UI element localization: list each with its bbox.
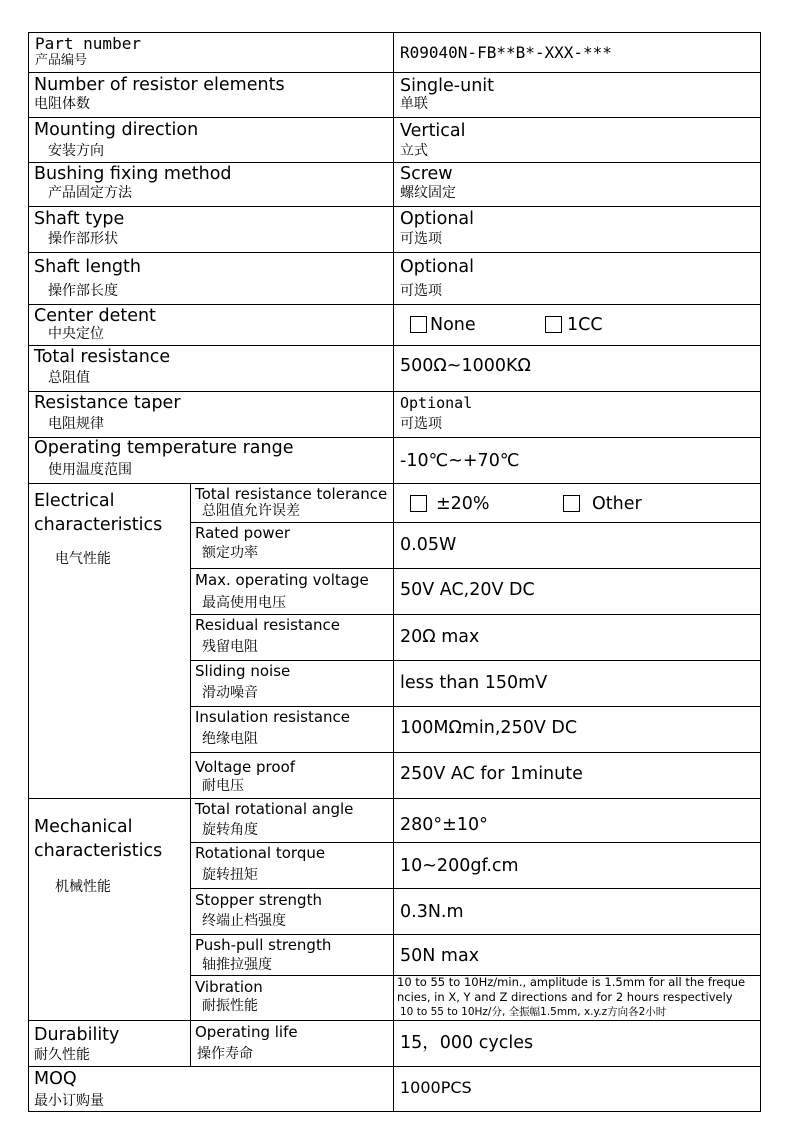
resistor-elements-label: Number of resistor elements [34,75,285,95]
temperature-range-value: -10℃~+70℃ [400,451,520,471]
mechanical-title-zh: 机械性能 [55,879,111,895]
center-detent-none-checkbox[interactable] [410,316,427,333]
push-pull-label: Push-pull strength [195,936,332,954]
tolerance-other-checkbox[interactable] [563,495,580,512]
residual-resistance-label: Residual resistance [195,616,341,634]
center-detent-label: Center detent [34,306,156,326]
sliding-noise-label-zh: 滑动噪音 [202,685,258,701]
temperature-range-label-zh: 使用温度范围 [48,462,132,478]
rotational-angle-label: Total rotational angle [195,800,354,818]
mounting-direction-label-zh: 安装方向 [48,143,104,159]
stopper-strength-label-zh: 终端止档强度 [202,913,286,929]
shaft-type-value: Optional [400,209,474,229]
rotational-torque-label: Rotational torque [195,844,326,862]
resistor-elements-label-zh: 电阻体数 [34,96,90,112]
rated-power-label-zh: 额定功率 [202,545,258,561]
voltage-proof-value: 250V AC for 1minute [400,764,583,784]
part-number-label: Part number [35,34,141,53]
bushing-fixing-value-zh: 螺纹固定 [400,185,456,201]
part-number-label-zh: 产品编号 [35,53,88,68]
vibration-value-line2: ncies, in X, Y and Z directions and for 2 hours respectively [397,990,733,1004]
tolerance-other-label: Other [592,494,642,514]
insulation-resistance-label-zh: 绝缘电阻 [202,731,258,747]
resistance-taper-label-zh: 电阻规律 [48,416,104,432]
total-resistance-label-zh: 总阻值 [48,370,90,386]
max-voltage-label-zh: 最高使用电压 [202,595,286,611]
center-detent-none-label: None [430,315,476,335]
mounting-direction-label: Mounting direction [34,120,199,140]
temperature-range-label: Operating temperature range [34,438,294,458]
rotational-angle-label-zh: 旋转角度 [202,822,258,838]
vibration-label: Vibration [195,978,263,996]
center-detent-1cc-label: 1CC [567,315,603,335]
operating-life-value: 15，000 cycles [400,1033,534,1053]
residual-resistance-label-zh: 残留电阻 [202,639,258,655]
rated-power-value: 0.05W [400,535,457,555]
operating-life-label: Operating life [195,1023,298,1041]
moq-label-zh: 最小订购量 [34,1093,104,1109]
shaft-type-value-zh: 可选项 [400,231,442,247]
bushing-fixing-label: Bushing fixing method [34,164,232,184]
durability-label: Durability [34,1025,120,1045]
total-resistance-label: Total resistance [34,347,171,367]
max-voltage-value: 50V AC,20V DC [400,580,535,600]
sliding-noise-value: less than 150mV [400,673,548,693]
electrical-title-zh: 电气性能 [55,551,111,567]
operating-life-label-zh: 操作寿命 [197,1046,253,1062]
shaft-length-label: Shaft length [34,257,141,277]
center-detent-1cc-checkbox[interactable] [545,316,562,333]
stopper-strength-value: 0.3N.m [400,902,464,922]
bushing-fixing-value: Screw [400,164,453,184]
insulation-resistance-value: 100MΩmin,250V DC [400,718,578,738]
resistance-taper-value-zh: 可选项 [400,416,442,432]
shaft-length-label-zh: 操作部长度 [48,283,118,299]
mechanical-title-line2: characteristics [34,841,163,861]
resistor-elements-value-zh: 单联 [400,96,428,112]
mounting-direction-value-zh: 立式 [400,143,428,159]
shaft-type-label-zh: 操作部形状 [48,231,118,247]
vibration-value-line1: 10 to 55 to 10Hz/min., amplitude is 1.5mm for all the freque [397,975,746,989]
moq-label: MOQ [34,1069,77,1089]
sliding-noise-label: Sliding noise [195,662,291,680]
shaft-type-label: Shaft type [34,209,125,229]
electrical-title-line2: characteristics [34,515,163,535]
resistor-elements-value: Single-unit [400,76,495,96]
tolerance-20-checkbox[interactable] [410,495,427,512]
rotational-torque-value: 10~200gf.cm [400,856,519,876]
tolerance-label: Total resistance tolerance [195,485,388,503]
push-pull-label-zh: 轴推拉强度 [202,957,272,973]
part-number-value: R09040N-FB**B*-XXX-*** [400,43,612,62]
rated-power-label: Rated power [195,524,291,542]
rotational-angle-value: 280°±10° [400,815,488,835]
max-voltage-label: Max. operating voltage [195,571,369,589]
shaft-length-value-zh: 可选项 [400,283,442,299]
insulation-resistance-label: Insulation resistance [195,708,351,726]
voltage-proof-label: Voltage proof [195,758,296,776]
voltage-proof-label-zh: 耐电压 [202,778,244,794]
tolerance-20-label: ±20% [436,494,490,514]
stopper-strength-label: Stopper strength [195,891,322,909]
resistance-taper-label: Resistance taper [34,393,181,413]
vibration-label-zh: 耐振性能 [202,998,258,1014]
electrical-title-line1: Electrical [34,491,115,511]
resistance-taper-value: Optional [400,394,473,412]
tolerance-label-zh: 总阻值允许误差 [202,503,300,519]
durability-label-zh: 耐久性能 [34,1047,90,1063]
moq-value: 1000PCS [400,1078,472,1097]
shaft-length-value: Optional [400,257,474,277]
residual-resistance-value: 20Ω max [400,627,480,647]
mounting-direction-value: Vertical [400,121,466,141]
rotational-torque-label-zh: 旋转扭矩 [202,867,258,883]
mechanical-title-line1: Mechanical [34,817,133,837]
center-detent-label-zh: 中央定位 [48,326,104,342]
bushing-fixing-label-zh: 产品固定方法 [48,185,132,201]
vibration-value-line3: 10 to 55 to 10Hz/分, 全振幅1.5mm, x.y.z方向各2小时 [400,1006,667,1018]
push-pull-value: 50N max [400,946,480,966]
total-resistance-value: 500Ω~1000KΩ [400,356,531,376]
